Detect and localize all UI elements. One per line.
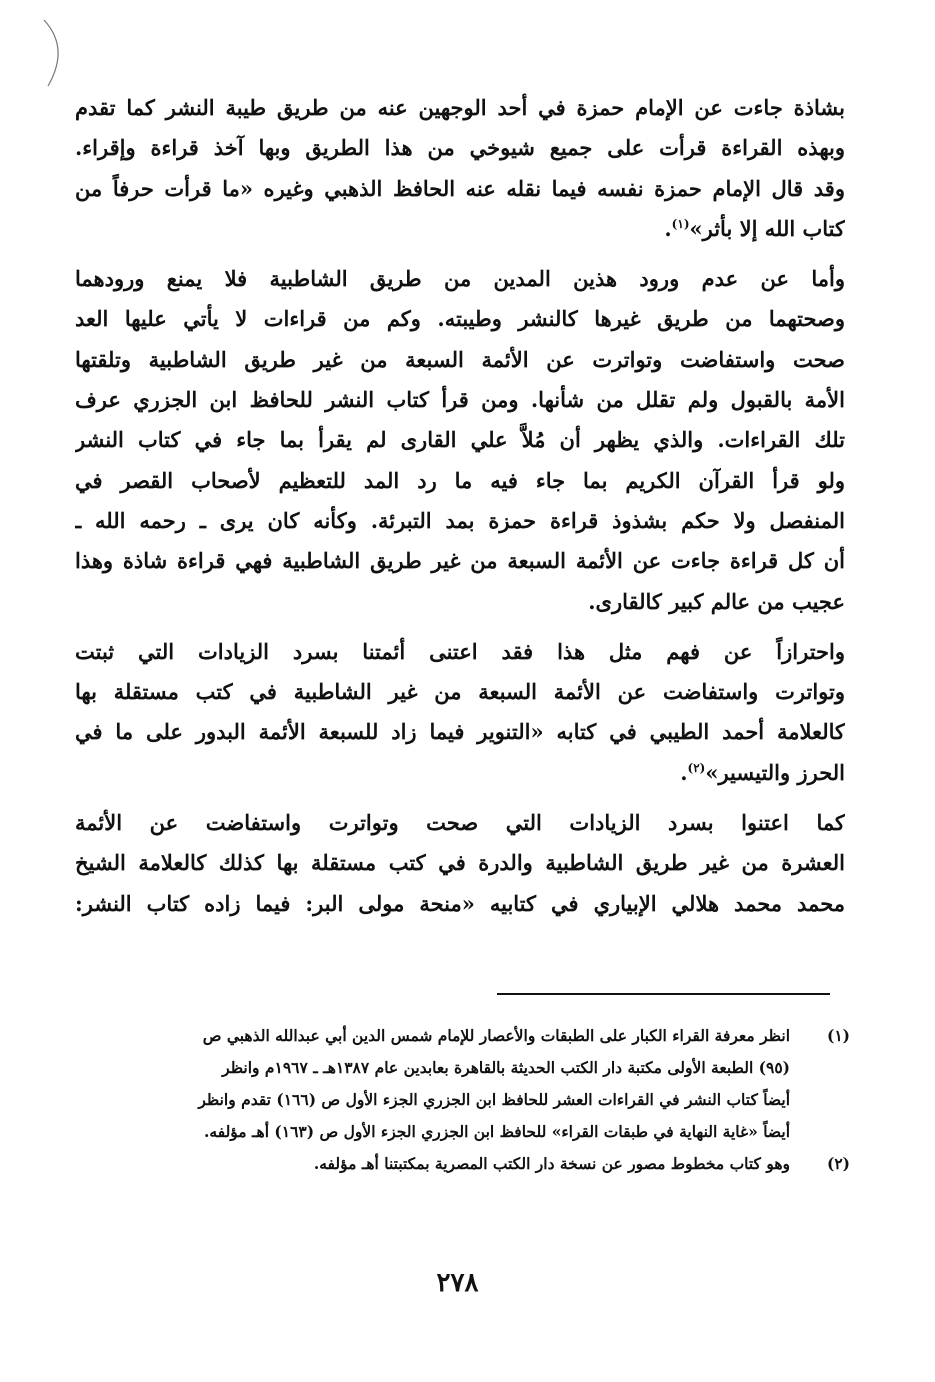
paragraph-2 — [75, 259, 845, 622]
footnote-body — [75, 1148, 790, 1180]
footnote-reference[interactable]: (١) — [671, 216, 690, 231]
footnote-body — [75, 1020, 790, 1148]
paragraph-4 — [75, 803, 845, 924]
paragraph-1 — [75, 88, 845, 249]
text-line: ولو قرأ القرآن الكريم بما جاء فيه ما رد المد للتعظيم لأصحاب القصر في — [75, 467, 845, 493]
text-segment: كتاب الله إلا بأثر» — [689, 215, 845, 241]
text-line: الأمة بالقبول ولم تقلل من شأنها. ومن قرأ كتاب النشر للحافظ ابن الجزري عرف — [75, 387, 845, 413]
text-line-last: الحرز والتيسير»$^{(٢)}$. — [680, 759, 845, 785]
text-line: أن كل قراءة جاءت عن الأئمة السبعة من غير طريق الشاطبية فهي قراءة شاذة وهذا — [75, 548, 845, 574]
footnote-separator — [497, 993, 830, 995]
footnote-line: أيضاً «غاية النهاية في طبقات القراء» للحافظ ابن الجزري الجزء الأول ص (١٦٣) أهـ مؤلفه. — [204, 1122, 790, 1141]
text-line-last: عجيب من عالم كبير كالقارى. — [588, 588, 845, 614]
text-line: وقد قال الإمام حمزة نفسه فيما نقله عنه الحافظ الذهبي وغيره «ما قرأت حرفاً من — [75, 175, 845, 201]
footnote-line: انظر معرفة القراء الكبار على الطبقات والأعصار للإمام شمس الدين أبي عبدالله الذهبي ص — [202, 1026, 790, 1045]
paragraph-3 — [75, 632, 845, 793]
text-line: بشاذة جاءت عن الإمام حمزة في أحد الوجهين عنه من طريق طيبة النشر كما تقدم — [75, 95, 845, 120]
footnote-2 — [75, 1148, 850, 1180]
footnote-line: أيضاً كتاب النشر في القراءات العشر للحافظ ابن الجزري الجزء الأول ص (١٦٦) تقدم وانظر — [198, 1090, 790, 1109]
text-line: صحت واستفاضت وتواترت عن الأئمة السبعة من غير طريق الشاطبية وتلقتها — [75, 346, 845, 372]
footnote-reference[interactable]: (٢) — [687, 760, 706, 775]
text-line: العشرة من غير طريق الشاطبية والدرة في كتب مستقلة بها كذلك كالعلامة الشيخ — [75, 850, 845, 876]
text-line: تلك القراءات. والذي يظهر أن مُلاَّ علي القارى لم يقرأ بما جاء في كتاب النشر — [75, 427, 845, 453]
text-line: وأما عن عدم ورود هذين المدين من طريق الشاطبية فلا يمنع ورودهما — [75, 266, 845, 292]
footnote-line: وهو كتاب مخطوط مصور عن نسخة دار الكتب المصرية بمكتبتنا أهـ مؤلفه. — [313, 1154, 790, 1173]
text-line: وبهذه القراءة قرأت على جميع شيوخي من هذا الطريق وبها آخذ قراءة وإقراء. — [75, 135, 845, 161]
page-number: ٢٧٨ — [436, 1268, 479, 1298]
text-line: وتواترت واستفاضت عن الأئمة السبعة من غير الشاطبية في كتب مستقلة بها — [75, 679, 845, 705]
text-line: محمد محمد هلالي الإبياري في كتابيه «منحة مولى البر: فيما زاده كتاب النشر: — [75, 890, 845, 916]
text-line: المنفصل ولا حكم بشذوذ قراءة حمزة بمد التبرئة. وكأنه كان يرى ـ رحمه الله ـ — [75, 507, 845, 533]
text-line: كالعلامة أحمد الطيبي في كتابه «التنوير فيما زاد للسبعة الأئمة البدور على ما في — [75, 719, 845, 745]
footnotes — [75, 1020, 850, 1180]
main-text — [75, 88, 845, 932]
footnote-1 — [75, 1020, 850, 1148]
text-line: كما اعتنوا بسرد الزيادات التي صحت وتواترت واستفاضت عن الأئمة — [75, 810, 845, 836]
footnote-number: (٢) — [826, 1154, 850, 1173]
page-corner-mark — [40, 18, 70, 88]
footnote-line: (٩٥) الطبعة الأولى مكتبة دار الكتب الحديثة بالقاهرة بعابدين عام ١٣٨٧هـ ـ ١٩٦٧م وانظر — [222, 1058, 790, 1077]
text-line: وصحتهما من طريق غيرها كالنشر وطيبته. وكم من قراءات لا يأتي عليها العد — [75, 306, 845, 332]
text-line-last: كتاب الله إلا بأثر»$^{(١)}$. — [664, 215, 845, 241]
text-line: واحترازاً عن فهم مثل هذا فقد اعتنى أئمتنا بسرد الزيادات التي ثبتت — [75, 638, 845, 664]
text-segment: الحرز والتيسير» — [705, 759, 845, 785]
footnote-number: (١) — [826, 1026, 850, 1045]
